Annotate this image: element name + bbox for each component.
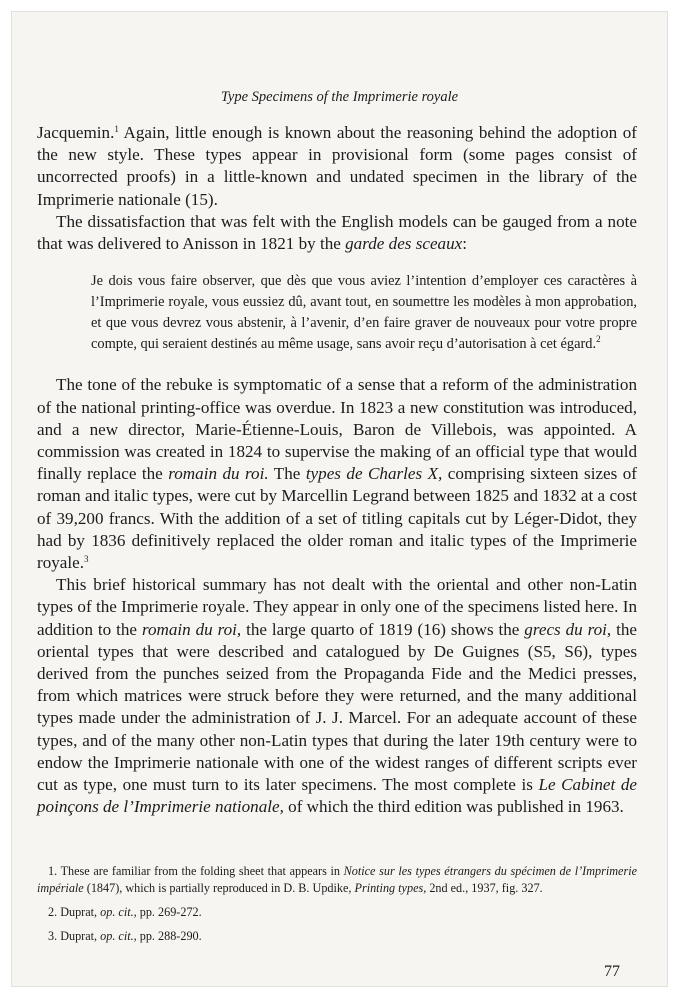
page-number: 77 bbox=[604, 963, 620, 980]
footnotes bbox=[37, 863, 637, 951]
main-text bbox=[37, 122, 637, 818]
footnote-2: 2. Duprat, op. cit., pp. 269-272. bbox=[48, 905, 202, 919]
paragraph-4: This brief historical summary has not dealt with the oriental and other non-Latin types of the Imprimerie royale. They appear in only one of the specimens listed here. In addition to the romain du roi, the large quarto of 1819 (16) shows the grecs du roi, the oriental types that were described and catalogued by De Guignes (S5, S6), types derived from the punches seized from the Propaganda Fide and the Medici presses, from which matrices were struck before they were returned, and the many additional types made under the administration of J. J. Marcel. For an adequate account of these types, and of the many other non-Latin types that during the later 19th century were to endow the Imprimerie nationale with one of the widest ranges of different scripts ever cut as type, one must turn to its later specimens. The most complete is Le Cabinet de poinçons de l’Imprimerie nationale, of which the third edition was published in 1963. bbox=[37, 575, 637, 817]
running-header: Type Specimens of the Imprimerie royale bbox=[220, 89, 459, 105]
footnote-3: 3. Duprat, op. cit., pp. 288-290. bbox=[48, 928, 202, 943]
paragraph-2: The dissatisfaction that was felt with the English models can be gauged from a note that was delivered to Anisson in 1821 by the garde des sceaux: bbox=[37, 211, 637, 254]
footnote-1: 1. These are familiar from the folding sheet that appears in Notice sur les types étrangers du spécimen de l’Imprimerie impériale (1847), which is partially reproduced in D. B. Updike, Printing types, 2nd ed., 1937, fig. 327. bbox=[37, 864, 637, 895]
block-quote: Je dois vous faire observer, que dès que vous aviez l’intention d’employer ces caractères à l’Imprimerie royale, vous eussiez dû, avant tout, en soumettre les modèles à mon approbation, et que vous devrez vous abstenir, à l’avenir, d’en faire graver de nouveaux pour votre propre compte, qui seraient destinés au même usage, sans avoir reçu d’autorisation à cet égard.$^2$ bbox=[91, 273, 637, 352]
book-page bbox=[11, 11, 668, 987]
footnote-ref-3: 3 bbox=[83, 554, 89, 565]
footnote-ref-1: 1 bbox=[114, 124, 119, 134]
paragraph-3: The tone of the rebuke is symptomatic of a sense that a reform of the administration of the national printing-office was overdue. In 1823 a new constitution was introduced, and a new director, Marie-Étienne-Louis, Baron de Villebois, was appointed. A commission was created in 1824 to supervise the making of an official type that would finally replace the romain du roi. The types de Charles X, comprising sixteen sizes of roman and italic types, were cut by Marcellin Legrand between 1825 and 1832 at a cost of 39,200 francs. With the addition of a set of titling capitals cut by Léger-Didot, they had by 1836 definitively replaced the older roman and italic types of the Imprimerie royale.$^3$ bbox=[37, 375, 637, 573]
footnote-ref-2: 2 bbox=[596, 333, 601, 344]
paragraph-1: Jacquemin.$^1$ Again, little enough is known about the reasoning behind the adoption of the new style. These types appear in provisional form (some pages consist of uncorrected proofs) in a little-known and undated specimen in the library of the Imprimerie nationale (15). bbox=[37, 123, 637, 209]
